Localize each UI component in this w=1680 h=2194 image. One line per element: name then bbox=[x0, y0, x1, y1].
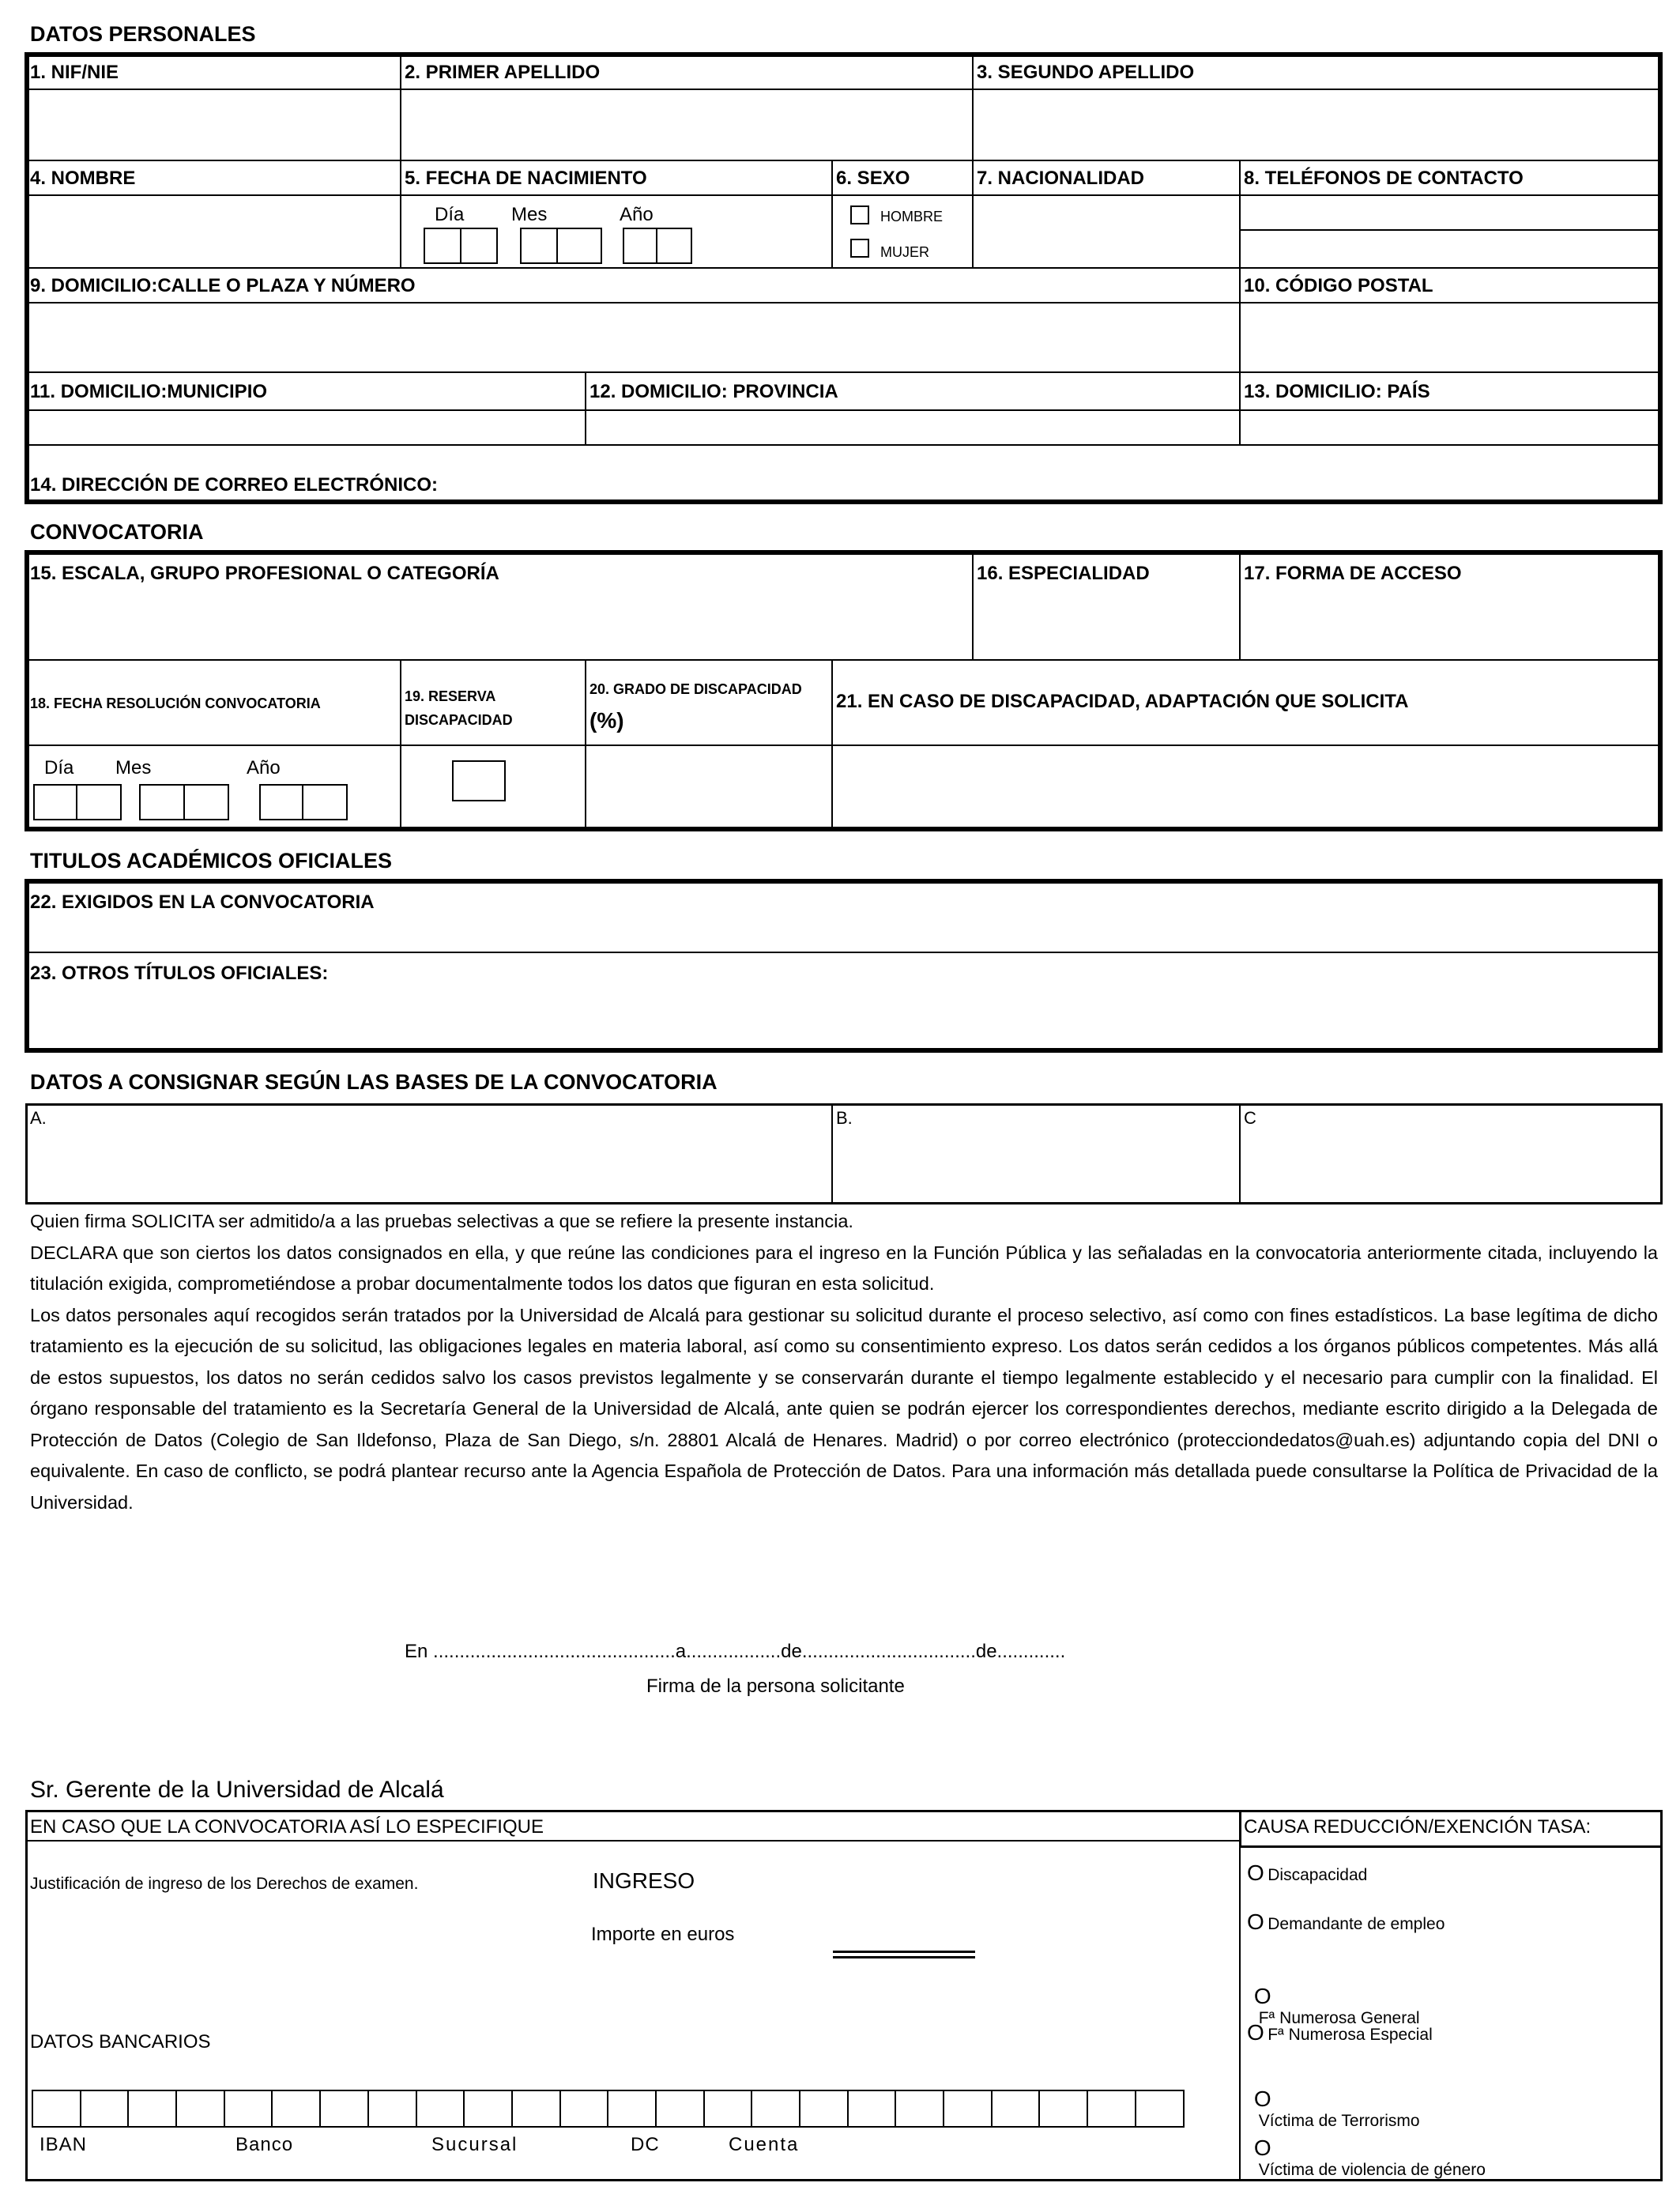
option-label: Demandante de empleo bbox=[1268, 1915, 1445, 1933]
radio-circle-icon[interactable]: O bbox=[1253, 1984, 1271, 2008]
exemption-header: CAUSA REDUCCIÓN/EXENCIÓN TASA: bbox=[1244, 1816, 1591, 1838]
declaration-declara: DECLARA que son ciertos los datos consignados en ella, y que reúne las condiciones para el ingreso en la Función Pública y las señaladas en la convocatoria anteriormente citada, incluyendo la titulación exigida, comprometiéndose a probar documentalmente todos los datos que figuran en esta solicitud. bbox=[30, 1242, 1658, 1294]
label-col-a: A. bbox=[30, 1108, 47, 1128]
birth-month-digit-2[interactable] bbox=[556, 228, 602, 264]
col-b-input[interactable] bbox=[834, 1132, 1237, 1201]
radio-circle-icon[interactable]: O bbox=[1247, 1909, 1264, 1934]
option-label: Discapacidad bbox=[1268, 1866, 1368, 1884]
bank-label-cuenta: Cuenta bbox=[729, 2134, 800, 2155]
label-correo: 14. DIRECCIÓN DE CORREO ELECTRÓNICO: bbox=[30, 474, 439, 496]
municipio-input[interactable] bbox=[28, 412, 584, 443]
label-provincia: 12. DOMICILIO: PROVINCIA bbox=[590, 381, 838, 402]
res-day-digit-2[interactable] bbox=[76, 784, 122, 820]
bank-digit-box[interactable] bbox=[559, 2090, 609, 2128]
bank-label-iban: IBAN bbox=[40, 2134, 88, 2155]
fees-header: EN CASO QUE LA CONVOCATORIA ASÍ LO ESPECIFIQUE bbox=[30, 1816, 544, 1838]
bank-digit-box[interactable] bbox=[511, 2090, 561, 2128]
bank-account-boxes bbox=[32, 2090, 1220, 2128]
exemption-option-violencia-genero[interactable] bbox=[1247, 2121, 1486, 2180]
signature-place-date-line: En ..............................................a..................de.................................de............. bbox=[405, 1641, 1066, 1662]
section-title-datos-bases: DATOS A CONSIGNAR SEGÚN LAS BASES DE LA CONVOCATORIA bbox=[30, 1070, 718, 1094]
fees-importe: Importe en euros bbox=[591, 1924, 735, 1945]
birth-day-digit-1[interactable] bbox=[424, 228, 461, 264]
label-reserva-line1: 19. RESERVA bbox=[405, 688, 496, 704]
label-escala: 15. ESCALA, GRUPO PROFESIONAL O CATEGORÍA bbox=[30, 563, 499, 584]
declaration-text bbox=[30, 1206, 1658, 1518]
telefono-1-input[interactable] bbox=[1242, 197, 1659, 228]
birth-year-digit-1[interactable] bbox=[623, 228, 657, 264]
fees-ingreso: INGRESO bbox=[593, 1868, 695, 1893]
exemption-option-fn-general[interactable] bbox=[1247, 1970, 1420, 2028]
label-reserva-line2: DISCAPACIDAD bbox=[405, 712, 513, 728]
col-c-input[interactable] bbox=[1242, 1132, 1659, 1201]
radio-circle-icon[interactable]: O bbox=[1253, 2087, 1271, 2111]
bank-digit-box[interactable] bbox=[655, 2090, 705, 2128]
mujer-label: MUJER bbox=[880, 244, 929, 260]
radio-circle-icon[interactable]: O bbox=[1247, 1860, 1264, 1885]
declaration-privacy: Los datos personales aquí recogidos serán tratados por la Universidad de Alcalá para gestionar su solicitud durante el proceso selectivo, así como con fines estadísticos. La base legítima de dicho tratamiento es la ejecución de su solicitud, las obligaciones legales en materia laboral, así como su consentimiento expreso. Los datos serán cedidos a los órganos públicos competentes. Más allá de estos supuestos, los datos no serán cedidos salvo los casos previstos legalmente y se conservarán durante el tiempo legalmente establecido y el necesario para cumplir con la finalidad. El órgano responsable del tratamiento es la Secretaría General de la Universidad de Alcalá, ante quien se podrán ejercer los correspondientes derechos, mediante escrito dirigido a la Delegada de Protección de Datos (Colegio de San Ildefonso, Plaza de San Diego, s/n. 28801 Alcalá de Henares. Madrid) o por correo electrónico (protecciondedatos@uah.es) adjuntando copia del DNI o equivalente. En caso de conflicto, se podrá plantear recurso ante la Agencia Española de Protección de Datos. Para una información más detallada puede consultarse la Política de Privacidad de la Universidad. bbox=[30, 1304, 1658, 1513]
label-adaptacion: 21. EN CASO DE DISCAPACIDAD, ADAPTACIÓN QUE SOLICITA bbox=[836, 691, 1409, 712]
bank-digit-box[interactable] bbox=[847, 2090, 897, 2128]
radio-circle-icon[interactable]: O bbox=[1253, 2136, 1271, 2160]
segundo-apellido-input[interactable] bbox=[975, 91, 1659, 159]
bank-digit-box[interactable] bbox=[1135, 2090, 1185, 2128]
label-nacionalidad: 7. NACIONALIDAD bbox=[977, 168, 1145, 189]
label-codigo-postal: 10. CÓDIGO POSTAL bbox=[1244, 275, 1433, 296]
correo-input[interactable] bbox=[458, 447, 1658, 499]
section-title-personal: DATOS PERSONALES bbox=[30, 22, 256, 46]
otros-titulos-input[interactable] bbox=[28, 988, 1658, 1048]
exemption-option-discapacidad[interactable] bbox=[1247, 1860, 1367, 1886]
birth-month-label: Mes bbox=[511, 204, 548, 225]
label-grado-unit: (%) bbox=[590, 708, 624, 733]
option-label: Fª Numerosa General bbox=[1253, 2009, 1420, 2027]
nombre-input[interactable] bbox=[28, 197, 399, 266]
label-grado-discapacidad: 20. GRADO DE DISCAPACIDAD bbox=[590, 681, 802, 697]
adaptacion-input[interactable] bbox=[834, 748, 1659, 825]
bank-digit-box[interactable] bbox=[463, 2090, 513, 2128]
bank-digit-box[interactable] bbox=[1087, 2090, 1136, 2128]
recipient: Sr. Gerente de la Universidad de Alcalá bbox=[30, 1777, 444, 1803]
bank-label-sucursal: Sucursal bbox=[431, 2134, 518, 2155]
label-primer-apellido: 2. PRIMER APELLIDO bbox=[405, 62, 601, 83]
exigidos-input[interactable] bbox=[28, 917, 1658, 950]
res-year-digit-1[interactable] bbox=[259, 784, 303, 820]
label-municipio: 11. DOMICILIO:MUNICIPIO bbox=[30, 381, 268, 402]
reserva-discapacidad-checkbox[interactable] bbox=[452, 760, 506, 801]
bank-digit-box[interactable] bbox=[175, 2090, 225, 2128]
declaration-solicita: Quien firma SOLICITA ser admitido/a a las pruebas selectivas a que se refiere la presente instancia. bbox=[30, 1211, 853, 1231]
res-day-digit-1[interactable] bbox=[33, 784, 77, 820]
nacionalidad-input[interactable] bbox=[975, 197, 1238, 266]
hombre-checkbox[interactable] bbox=[850, 205, 869, 224]
birth-year-label: Año bbox=[620, 204, 654, 225]
option-label: Víctima de violencia de género bbox=[1253, 2161, 1486, 2179]
mujer-checkbox[interactable] bbox=[850, 239, 869, 258]
label-domicilio-calle: 9. DOMICILIO:CALLE O PLAZA Y NÚMERO bbox=[30, 275, 416, 296]
res-month-digit-2[interactable] bbox=[183, 784, 229, 820]
section-title-titulos: TITULOS ACADÉMICOS OFICIALES bbox=[30, 849, 392, 873]
birth-month-digit-1[interactable] bbox=[520, 228, 558, 264]
bank-label-dc: DC bbox=[631, 2134, 660, 2155]
pais-input[interactable] bbox=[1242, 412, 1659, 443]
telefono-2-input[interactable] bbox=[1242, 232, 1659, 266]
option-label: Víctima de Terrorismo bbox=[1253, 2112, 1420, 2130]
label-nif: 1. NIF/NIE bbox=[30, 62, 119, 83]
bank-digit-box[interactable] bbox=[703, 2090, 753, 2128]
label-col-c: C bbox=[1244, 1108, 1256, 1128]
forma-acceso-input[interactable] bbox=[1242, 589, 1659, 658]
primer-apellido-input[interactable] bbox=[403, 91, 970, 159]
bank-digit-box[interactable] bbox=[32, 2090, 81, 2128]
bank-digit-box[interactable] bbox=[367, 2090, 417, 2128]
label-reserva-discapacidad bbox=[405, 684, 513, 732]
escala-input[interactable] bbox=[28, 589, 970, 658]
col-a-input[interactable] bbox=[28, 1132, 830, 1201]
label-forma-acceso: 17. FORMA DE ACCESO bbox=[1244, 563, 1462, 584]
exemption-option-fn-especial[interactable] bbox=[1247, 2020, 1433, 2045]
label-nombre: 4. NOMBRE bbox=[30, 168, 136, 189]
res-day-label: Día bbox=[44, 757, 74, 778]
label-col-b: B. bbox=[836, 1108, 853, 1128]
label-especialidad: 16. ESPECIALIDAD bbox=[977, 563, 1150, 584]
label-sexo: 6. SEXO bbox=[836, 168, 910, 189]
label-segundo-apellido: 3. SEGUNDO APELLIDO bbox=[977, 62, 1195, 83]
hombre-label: HOMBRE bbox=[880, 209, 944, 224]
bank-digit-box[interactable] bbox=[607, 2090, 657, 2128]
bank-digit-box[interactable] bbox=[416, 2090, 465, 2128]
importe-input-line[interactable] bbox=[833, 1951, 975, 1958]
res-year-digit-2[interactable] bbox=[302, 784, 348, 820]
radio-circle-icon[interactable]: O bbox=[1247, 2020, 1264, 2045]
fees-justification: Justificación de ingreso de los Derechos de examen. bbox=[30, 1875, 419, 1893]
exemption-option-demandante-empleo[interactable] bbox=[1247, 1909, 1445, 1935]
bank-digit-box[interactable] bbox=[127, 2090, 177, 2128]
section-title-convocatoria: CONVOCATORIA bbox=[30, 520, 204, 544]
birth-day-label: Día bbox=[435, 204, 465, 225]
nif-input[interactable] bbox=[28, 91, 399, 159]
bank-label-banco: Banco bbox=[235, 2134, 294, 2155]
bank-digit-box[interactable] bbox=[943, 2090, 993, 2128]
bank-digit-box[interactable] bbox=[1038, 2090, 1088, 2128]
bank-digit-box[interactable] bbox=[895, 2090, 944, 2128]
birth-day-digit-2[interactable] bbox=[460, 228, 498, 264]
res-month-digit-1[interactable] bbox=[139, 784, 185, 820]
label-otros-titulos: 23. OTROS TÍTULOS OFICIALES: bbox=[30, 963, 329, 984]
codigo-postal-input[interactable] bbox=[1242, 304, 1659, 371]
option-label: Fª Numerosa Especial bbox=[1268, 2026, 1433, 2044]
res-year-label: Año bbox=[247, 757, 281, 778]
label-fecha-nacimiento: 5. FECHA DE NACIMIENTO bbox=[405, 168, 647, 189]
bank-digit-box[interactable] bbox=[991, 2090, 1041, 2128]
birth-year-digit-2[interactable] bbox=[656, 228, 692, 264]
label-fecha-resolucion: 18. FECHA RESOLUCIÓN CONVOCATORIA bbox=[30, 696, 321, 711]
bank-digit-box[interactable] bbox=[271, 2090, 321, 2128]
provincia-input[interactable] bbox=[588, 412, 1237, 443]
bank-title: DATOS BANCARIOS bbox=[30, 2031, 211, 2053]
label-exigidos: 22. EXIGIDOS EN LA CONVOCATORIA bbox=[30, 892, 375, 913]
bank-digit-box[interactable] bbox=[799, 2090, 849, 2128]
bank-digit-box[interactable] bbox=[224, 2090, 273, 2128]
bank-digit-box[interactable] bbox=[80, 2090, 130, 2128]
label-pais: 13. DOMICILIO: PAÍS bbox=[1244, 381, 1430, 402]
bank-digit-box[interactable] bbox=[751, 2090, 800, 2128]
signature-caption: Firma de la persona solicitante bbox=[646, 1676, 905, 1697]
grado-discapacidad-input[interactable] bbox=[588, 748, 830, 825]
especialidad-input[interactable] bbox=[975, 589, 1238, 658]
domicilio-calle-input[interactable] bbox=[28, 304, 1237, 371]
label-telefonos: 8. TELÉFONOS DE CONTACTO bbox=[1244, 168, 1524, 189]
bank-digit-box[interactable] bbox=[319, 2090, 369, 2128]
res-month-label: Mes bbox=[115, 757, 152, 778]
